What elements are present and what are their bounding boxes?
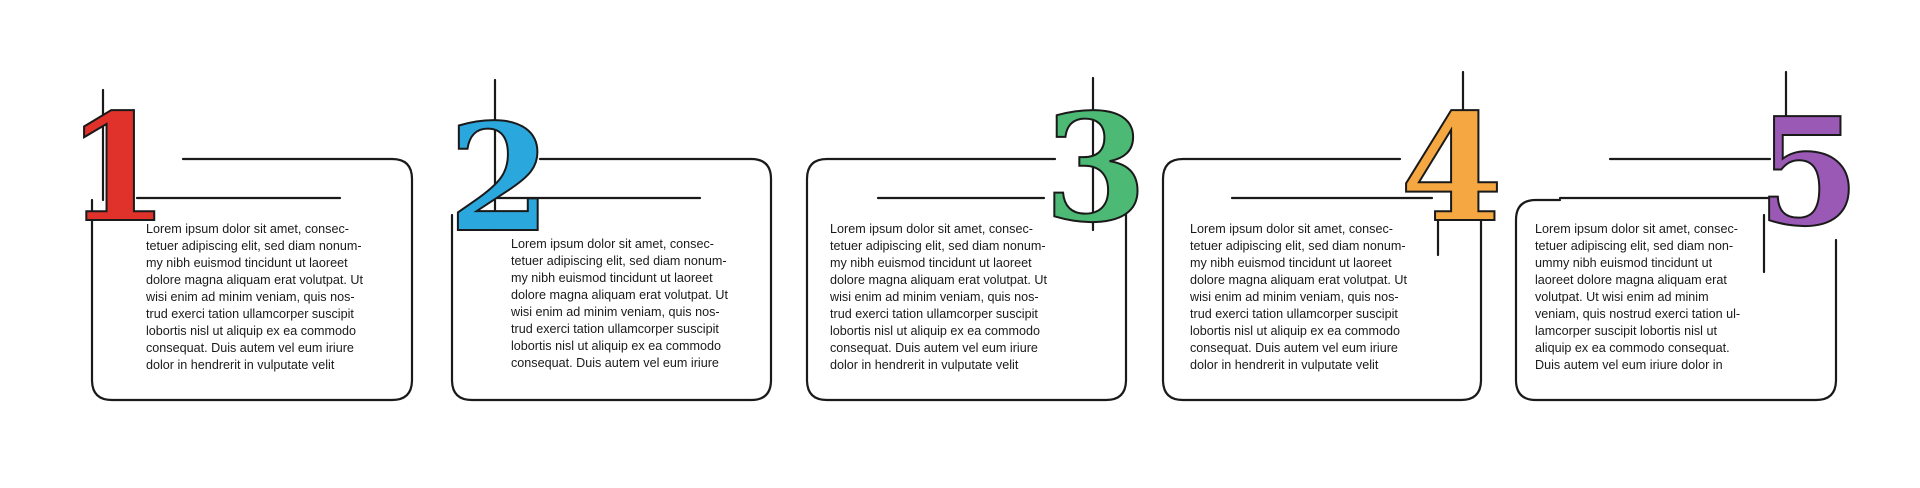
step-number-4: 4	[1400, 81, 1503, 255]
step-4-text: Lorem ipsum dolor sit amet, consec- tetuer adipiscing elit, sed diam nonum- my nibh euismod tincidunt ut laoreet dolore magna aliquam erat volutpat. Ut wisi enim ad minim veniam, quis nos- trud exerci tation ullamcorper suscipit lobortis nisl ut aliquip ex ea commodo consequat. Duis autem vel eum iriure dolor in hendrerit in vulputate velit	[1190, 222, 1408, 372]
step-1-text: Lorem ipsum dolor sit amet, consec- tetuer adipiscing elit, sed diam nonum- my nibh euismod tincidunt ut laoreet dolore magna aliquam erat volutpat. Ut wisi enim ad minim veniam, quis nos- trud exerci tation ullamcorper suscipit lobortis nisl ut aliquip ex ea commodo consequat. Duis autem vel eum iriure dolor in hendrerit in vulputate velit	[146, 222, 364, 372]
step-number-3: 3	[1044, 81, 1147, 255]
step-3-text: Lorem ipsum dolor sit amet, consec- tetuer adipiscing elit, sed diam nonum- my nibh euismod tincidunt ut laoreet dolore magna aliquam erat volutpat. Ut wisi enim ad minim veniam, quis nos- trud exerci tation ullamcorper suscipit lobortis nisl ut aliquip ex ea commodo consequat. Duis autem vel eum iriure dolor in hendrerit in vulputate velit	[830, 222, 1048, 372]
step-number-1: 1	[66, 81, 169, 255]
step-5-text: Lorem ipsum dolor sit amet, consec- tetuer adipiscing elit, sed diam non- ummy nibh euismod tincidunt ut laoreet dolore magna aliquam erat volutpat. Ut wisi enim ad minim veniam, quis nostrud exerci tation ul- lamcorper suscipit lobortis nisl ut aliquip ex ea commodo consequat. Duis autem vel eum iriure dolor in	[1535, 222, 1741, 372]
step-number-2: 2	[448, 91, 551, 265]
step-number-5: 5	[1757, 85, 1860, 259]
step-2-text: Lorem ipsum dolor sit amet, consec- tetuer adipiscing elit, sed diam nonum- my nibh euismod tincidunt ut laoreet dolore magna aliquam erat volutpat. Ut wisi enim ad minim veniam, quis nos- trud exerci tation ullamcorper suscipit lobortis nisl ut aliquip ex ea commodo consequat. Duis autem vel eum iriure	[511, 237, 729, 370]
